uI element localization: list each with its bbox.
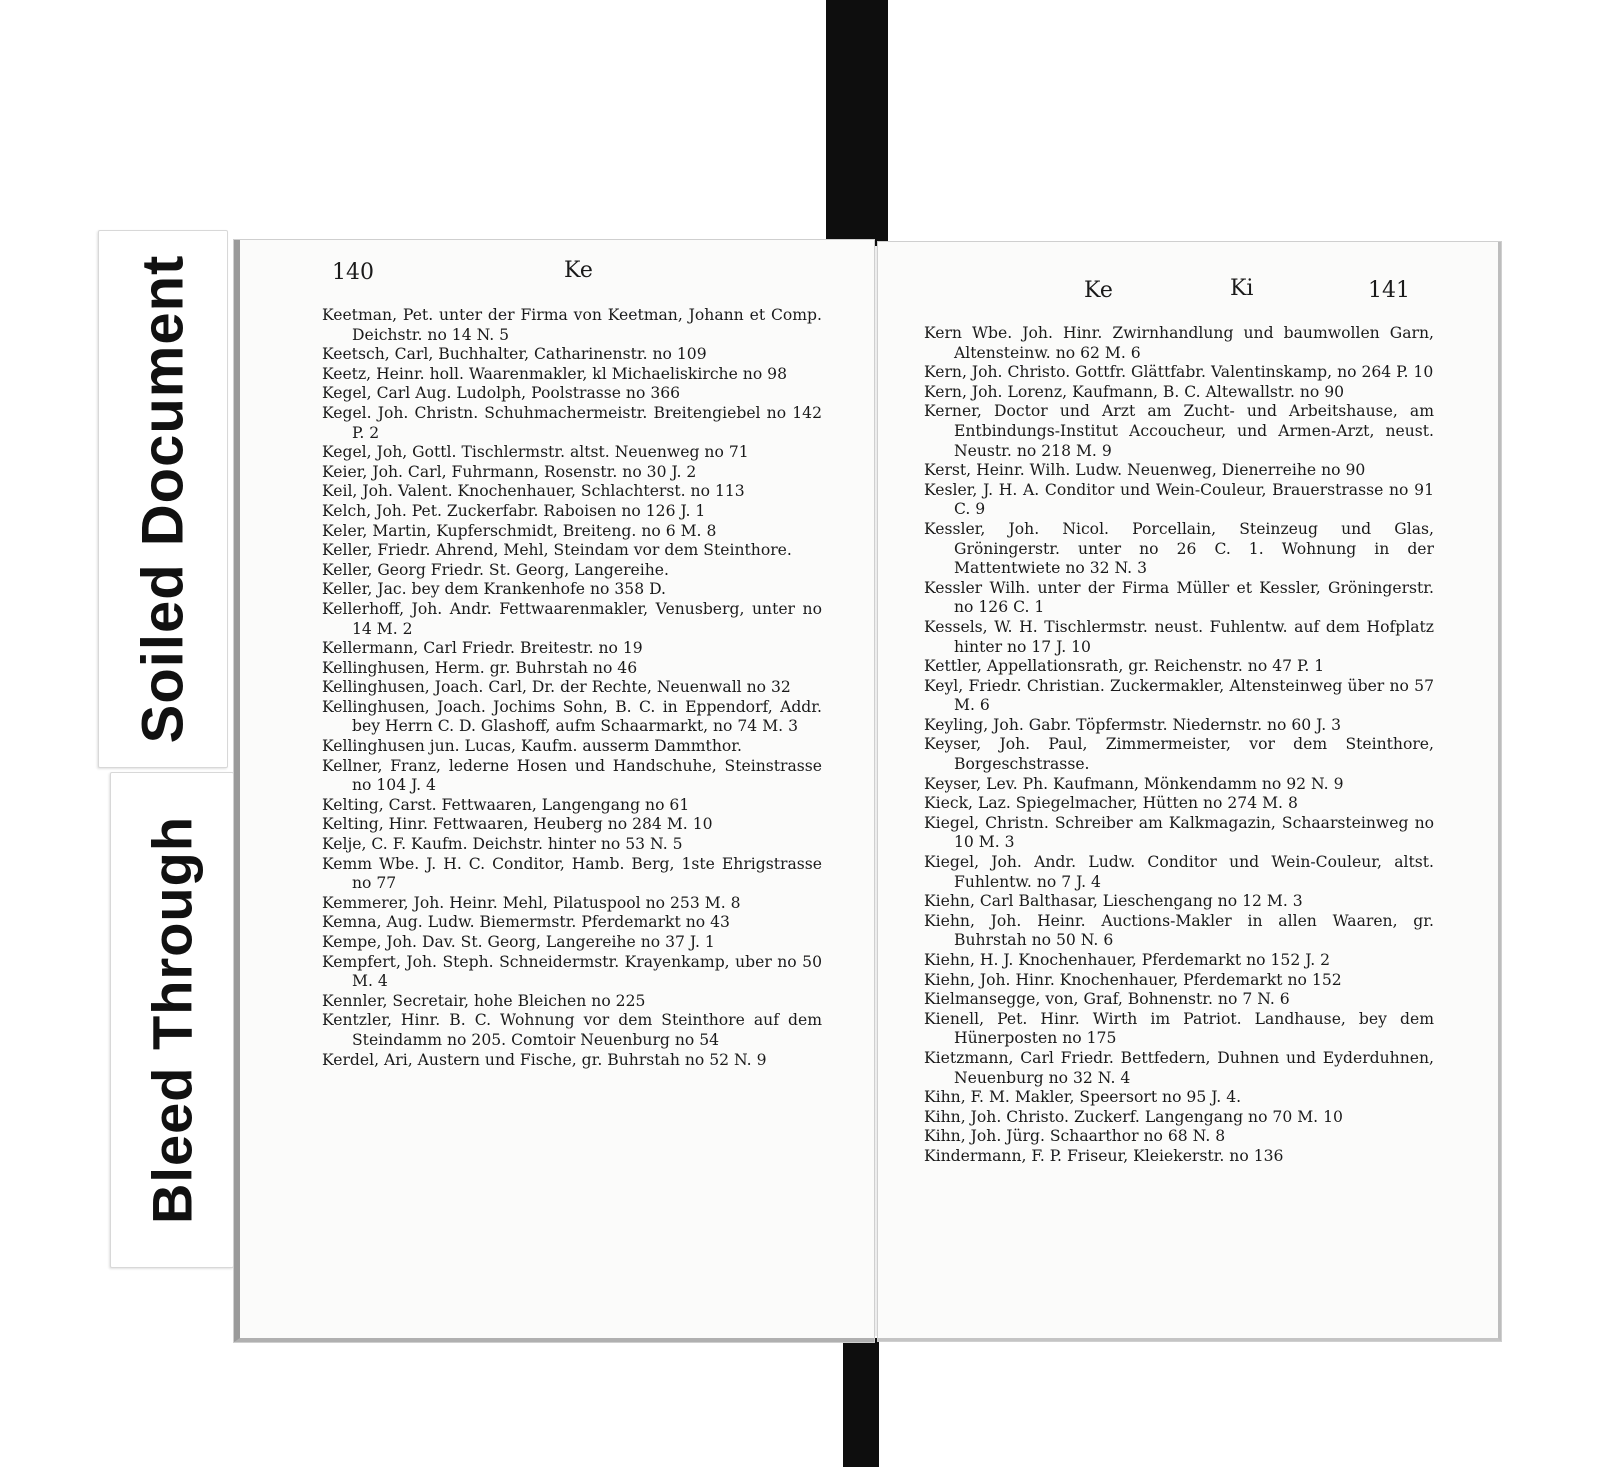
directory-entry: Kellerhoff, Joh. Andr. Fettwaarenmakler, Venusberg, unter no 14 M. 2 [322,599,822,638]
directory-entry: Kessler Wilh. unter der Firma Müller et Kessler, Gröningerstr. no 126 C. 1 [924,578,1434,617]
soiled-document-label: Soiled Document [130,254,196,744]
directory-entry: Kern, Joh. Lorenz, Kaufmann, B. C. Altewallstr. no 90 [924,382,1345,401]
directory-entry: Kihn, F. M. Makler, Speersort no 95 J. 4. [924,1088,1242,1107]
directory-entry: Keier, Joh. Carl, Fuhrmann, Rosenstr. no 30 J. 2 [322,462,697,481]
left-page [234,240,874,1342]
directory-entry: Kiegel, Christn. Schreiber am Kalkmagazin, Schaarsteinweg no 10 M. 3 [924,813,1434,852]
bleed-through-label-tab [110,772,234,1268]
directory-entry: Kiehn, Carl Balthasar, Lieschengang no 12 M. 3 [924,892,1303,911]
black-tape-strip-bottom [843,1338,879,1467]
directory-entry: Kellinghusen, Joach. Carl, Dr. der Rechte, Neuenwall no 32 [322,678,791,697]
directory-entry: Kentzler, Hinr. B. C. Wohnung vor dem Steinthore auf dem Steindamm no 205. Comtoir Neuenburg no 54 [322,1011,822,1049]
directory-entry: Kielmansegge, von, Graf, Bohnenstr. no 7 N. 6 [924,990,1290,1009]
directory-entry: Keller, Friedr. Ahrend, Mehl, Steindam vor dem Steinthore. [322,541,792,560]
directory-entry: Kiehn, H. J. Knochenhauer, Pferdemarkt no 152 J. 2 [924,951,1331,969]
directory-entry: Kessels, W. H. Tischlermstr. neust. Fuhlentw. auf dem Hofplatz hinter no 17 J. 10 [924,617,1434,656]
directory-entry: Kellinghusen, Joach. Jochims Sohn, B. C. in Eppendorf, Addr. bey Herrn C. D. Glashoff, aufm Schaarmarkt, no 74 M. 3 [322,697,822,736]
directory-entry: Kieck, Laz. Spiegelmacher, Hütten no 274 M. 8 [924,794,1298,813]
directory-entry: Keyling, Joh. Gabr. Töpfermstr. Niedernstr. no 60 J. 3 [924,715,1342,734]
directory-entry: Kietzmann, Carl Friedr. Bettfedern, Duhnen und Eyderduhnen, Neuenburg no 32 N. 4 [924,1048,1434,1087]
bleed-through-label: Bleed Through [140,815,204,1225]
left-entry-list [322,306,822,1070]
black-tape-strip-top [826,0,888,250]
directory-entry: Kienell, Pet. Hinr. Wirth im Patriot. Landhause, bey dem Hünerposten no 175 [924,1009,1434,1048]
right-running-head-right: Ki [1230,276,1254,301]
directory-entry: Kegel, Carl Aug. Ludolph, Poolstrasse no 366 [322,384,681,403]
directory-entry: Kiehn, Joh. Hinr. Knochenhauer, Pferdemarkt no 152 [924,970,1342,989]
right-entry-list [924,324,1434,1167]
directory-entry: Kihn, Joh. Jürg. Schaarthor no 68 N. 8 [924,1127,1226,1146]
directory-entry: Keller, Georg Friedr. St. Georg, Langereihe. [322,560,669,579]
directory-entry: Kiegel, Joh. Andr. Ludw. Conditor und Wein-Couleur, altst. Fuhlentw. no 7 J. 4 [924,853,1434,891]
directory-entry: Kettler, Appellationsrath, gr. Reichenstr. no 47 P. 1 [924,657,1325,676]
left-running-head: Ke [564,258,593,283]
directory-entry: Kellner, Franz, lederne Hosen und Handschuhe, Steinstrasse no 104 J. 4 [322,756,822,795]
directory-entry: Keyser, Joh. Paul, Zimmermeister, vor dem Steinthore, Borgeschstrasse. [924,735,1434,774]
directory-entry: Kelje, C. F. Kaufm. Deichstr. hinter no 53 N. 5 [322,835,683,854]
soiled-document-label-tab [98,230,228,768]
directory-entry: Kellermann, Carl Friedr. Breitestr. no 19 [322,639,643,658]
directory-entry: Kerner, Doctor und Arzt am Zucht- und Arbeitshause, am Entbindungs-Institut Accoucheur, und Armen-Arzt, neust. Neustr. no 218 M. 9 [924,402,1434,460]
directory-entry: Kern, Joh. Christo. Gottfr. Glättfabr. Valentinskamp, no 264 P. 10 [924,363,1434,382]
directory-entry: Kellinghusen, Herm. gr. Buhrstah no 46 [322,658,638,677]
directory-entry: Keil, Joh. Valent. Knochenhauer, Schlachterst. no 113 [322,482,745,501]
right-page [878,242,1501,1341]
directory-entry: Kellinghusen jun. Lucas, Kaufm. ausserm Dammthor. [322,737,742,756]
directory-entry: Keller, Jac. bey dem Krankenhofe no 358 D. [322,580,667,599]
directory-entry: Kesler, J. H. A. Conditor und Wein-Couleur, Brauerstrasse no 91 C. 9 [924,480,1434,519]
directory-entry: Kemna, Aug. Ludw. Biemermstr. Pferdemarkt no 43 [322,913,730,932]
directory-entry: Kelting, Carst. Fettwaaren, Langengang no 61 [322,795,690,814]
directory-entry: Kelting, Hinr. Fettwaaren, Heuberg no 284 M. 10 [322,815,713,834]
right-page-number: 141 [1368,278,1410,303]
directory-entry: Keyl, Friedr. Christian. Zuckermakler, Altensteinweg über no 57 M. 6 [924,676,1434,715]
directory-entry: Kiehn, Joh. Heinr. Auctions-Makler in allen Waaren, gr. Buhrstah no 50 N. 6 [924,911,1434,950]
directory-entry: Keetz, Heinr. holl. Waarenmakler, kl Michaeliskirche no 98 [322,364,788,383]
directory-entry: Kindermann, F. P. Friseur, Kleiekerstr. no 136 [924,1146,1284,1165]
directory-entry: Kelch, Joh. Pet. Zuckerfabr. Raboisen no 126 J. 1 [322,501,706,520]
directory-entry: Kegel. Joh. Christn. Schuhmachermeistr. Breitengiebel no 142 P. 2 [322,403,822,442]
directory-entry: Kennler, Secretair, hohe Bleichen no 225 [322,991,646,1010]
directory-entry: Kern Wbe. Joh. Hinr. Zwirnhandlung und baumwollen Garn, Altensteinw. no 62 M. 6 [924,324,1434,362]
directory-entry: Kessler, Joh. Nicol. Porcellain, Steinzeug und Glas, Gröningerstr. unter no 26 C. 1. Wohnung in der Mattentwiete no 32 N. 3 [924,519,1434,578]
directory-entry: Kempe, Joh. Dav. St. Georg, Langereihe no 37 J. 1 [322,933,715,951]
directory-entry: Kemmerer, Joh. Heinr. Mehl, Pilatuspool no 253 M. 8 [322,893,741,912]
left-page-number: 140 [332,260,374,285]
directory-entry: Kemm Wbe. J. H. C. Conditor, Hamb. Berg, 1ste Ehrigstrasse no 77 [322,854,822,893]
directory-entry: Keetman, Pet. unter der Firma von Keetman, Johann et Comp. Deichstr. no 14 N. 5 [322,306,822,344]
directory-entry: Kihn, Joh. Christo. Zuckerf. Langengang no 70 M. 10 [924,1107,1343,1126]
directory-entry: Kegel, Joh, Gottl. Tischlermstr. altst. Neuenweg no 71 [322,443,749,462]
directory-entry: Kerst, Heinr. Wilh. Ludw. Neuenweg, Dienerreihe no 90 [924,461,1366,480]
directory-entry: Kempfert, Joh. Steph. Schneidermstr. Krayenkamp, uber no 50 M. 4 [322,952,822,991]
directory-entry: Keler, Martin, Kupferschmidt, Breiteng. no 6 M. 8 [322,521,717,540]
directory-entry: Keyser, Lev. Ph. Kaufmann, Mönkendamm no 92 N. 9 [924,774,1344,793]
directory-entry: Kerdel, Ari, Austern und Fische, gr. Buhrstah no 52 N. 9 [322,1050,767,1069]
directory-entry: Keetsch, Carl, Buchhalter, Catharinenstr. no 109 [322,345,707,364]
right-running-head-left: Ke [1084,278,1113,303]
